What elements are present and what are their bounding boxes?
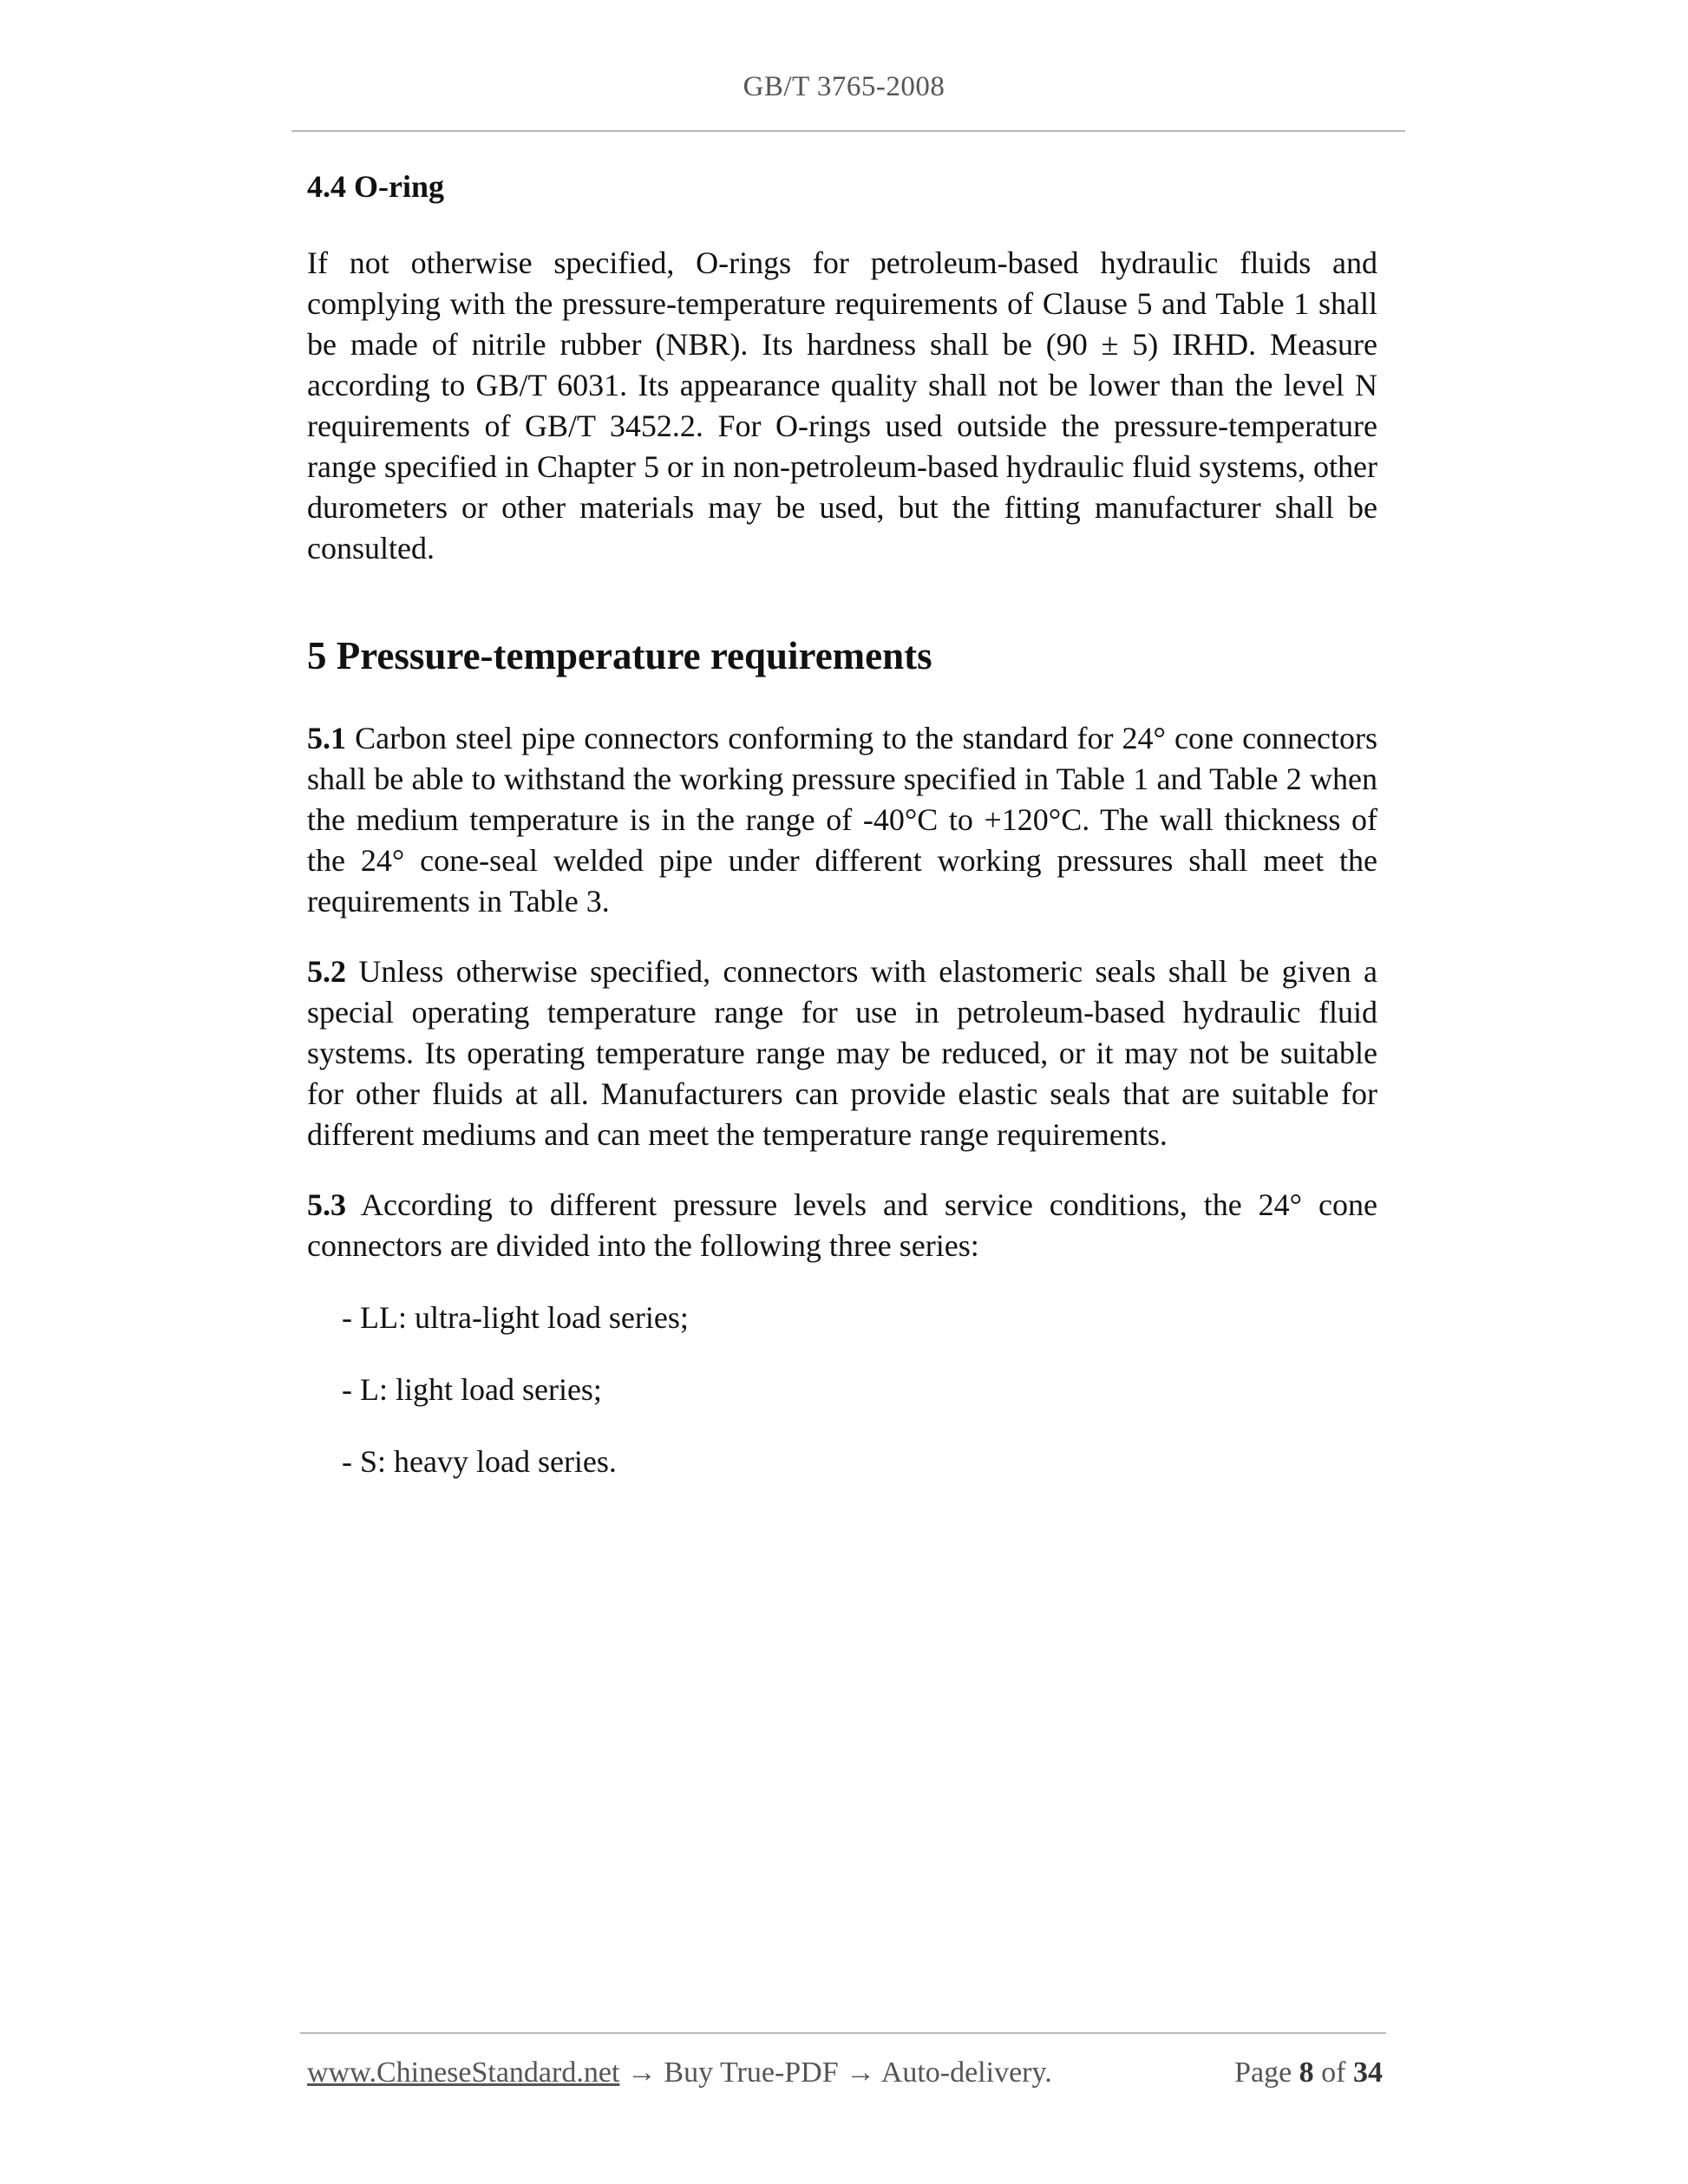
clause-5-2 — [307, 951, 1377, 1155]
footer-tagline: → Buy True-PDF → Auto-delivery. — [619, 2056, 1052, 2089]
footer-divider — [300, 2032, 1386, 2034]
clause-number: 5.2 — [307, 954, 346, 989]
section-4-4-heading: 4.4 O-ring — [307, 169, 444, 204]
list-item: - LL: ultra-light load series; — [342, 1300, 689, 1335]
document-body — [307, 165, 1377, 1482]
page-total: 34 — [1353, 2056, 1383, 2089]
page-indicator — [1234, 2053, 1383, 2093]
list-item: - L: light load series; — [342, 1372, 602, 1407]
clause-5-3 — [307, 1185, 1377, 1266]
section-5-heading: 5 Pressure-temperature requirements — [307, 634, 932, 677]
clause-text: Carbon steel pipe connectors conforming to the standard for 24° cone connectors shall be able to withstand the working pressure specified in Table 1 and Table 2 when the medium temperature is in the range of -40°C to +120°C. The wall thickness of the 24° cone-seal welded pipe under different working pressures shall meet the requirements in Table 3. — [307, 721, 1377, 919]
website-link[interactable]: www.ChineseStandard.net — [307, 2056, 620, 2089]
clause-number: 5.1 — [307, 721, 346, 755]
clause-number: 5.3 — [307, 1187, 346, 1222]
section-4-4-paragraph: If not otherwise specified, O-rings for petroleum-based hydraulic fluids and complying with the pressure-temperature requirements of Clause 5 and Table 1 shall be made of nitrile rubber (NBR). Its hardness shall be (90 ± 5) IRHD. Measure according to GB/T 6031. Its appearance quality shall not be lower than the level N requirements of GB/T 3452.2. For O-rings used outside the pressure-temperature range specified in Chapter 5 or in non-petroleum-based hydraulic fluid systems, other durometers or other materials may be used, but the fitting manufacturer shall be consulted. — [307, 245, 1377, 566]
footer-promo — [307, 2053, 1052, 2093]
list-item: - S: heavy load series. — [342, 1444, 617, 1479]
clause-5-1 — [307, 718, 1377, 922]
header-divider — [291, 130, 1405, 132]
page-header-title: GB/T 3765-2008 — [743, 71, 945, 102]
clause-text: Unless otherwise specified, connectors with elastomeric seals shall be given a special operating temperature range for use in petroleum-based hydraulic fluid systems. Its operating temperature range may be reduced, or it may not be suitable for other fluids at all. Manufacturers can provide elastic seals that are suitable for different mediums and can meet the temperature range requirements. — [307, 954, 1377, 1152]
series-list — [307, 1298, 1377, 1482]
page-label: Page — [1234, 2056, 1299, 2089]
page-number: 8 — [1299, 2056, 1314, 2089]
clause-text: According to different pressure levels and service conditions, the 24° cone connectors are divided into the following three series: — [307, 1187, 1377, 1263]
of-label: of — [1313, 2056, 1353, 2089]
